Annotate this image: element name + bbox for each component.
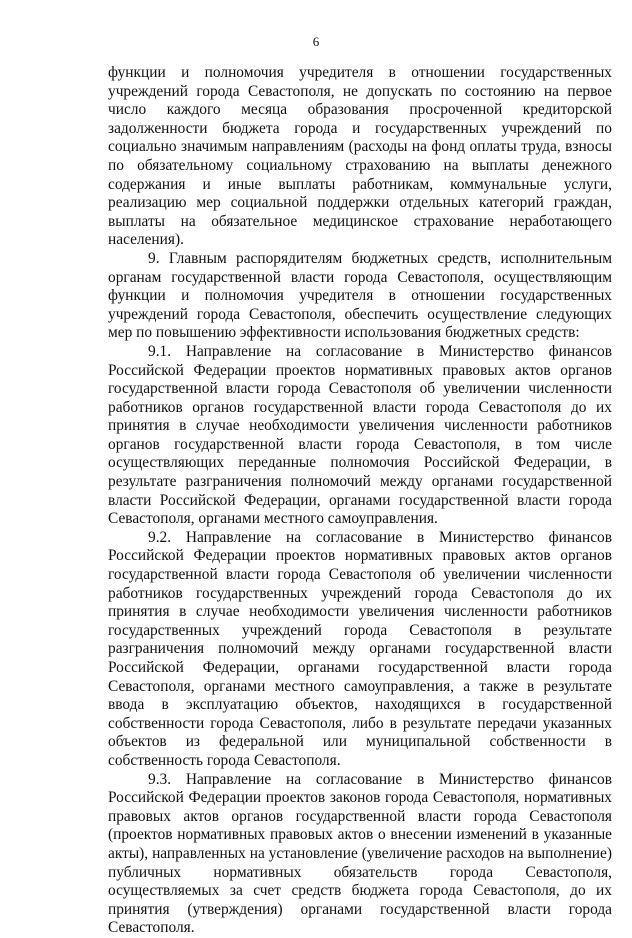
paragraph-9-3: 9.3. Направление на согласование в Министерство финансов Российской Федерации проектов законов города Севастополя, нормативных правовых актов органов государственной власти города Севастополя (проектов нормативных правовых актов о внесении изменений в указанные акты), направленных на установление (увеличение расходов на выполнение) публичных нормативных обязательств города Севастополя, осуществляемых за счет средств бюджета города Севастополя, до их принятия (утверждения) органами государственной власти города Севастополя. — [108, 770, 612, 937]
paragraph-9-1: 9.1. Направление на согласование в Министерство финансов Российской Федерации проектов нормативных правовых актов органов государственной власти города Севастополя об увеличении численности работников органов государственной власти города Севастополя до их принятия в случае необходимости увеличения численности работников органов государственной власти города Севастополя, в том числе осуществляющих переданные полномочия Российской Федерации, в результате разграничения полномочий между органами государственной власти Российской Федерации, органами государственной власти города Севастополя, органами местного самоуправления. — [108, 342, 612, 528]
document-body — [108, 64, 612, 938]
paragraph-9: 9. Главным распорядителям бюджетных средств, исполнительным органам государственной власти города Севастополя, осуществляющим функции и полномочия учредителя в отношении государственных учреждений города Севастополя, обеспечить осуществление следующих мер по повышению эффективности использования бюджетных средств: — [108, 249, 612, 342]
paragraph-9-2: 9.2. Направление на согласование в Министерство финансов Российской Федерации проектов нормативных правовых актов органов государственной власти города Севастополя об увеличении численности работников государственных учреждений города Севастополя до их принятия в случае необходимости увеличения численности работников государственных учреждений города Севастополя в результате разграничения полномочий между органами государственной власти Российской Федерации, органами государственной власти города Севастополя, органами местного самоуправления, а также в результате ввода в эксплуатацию объектов, находящихся в государственной собственности города Севастополя, либо в результате передачи указанных объектов из федеральной или муниципальной собственности в собственность города Севастополя. — [108, 528, 612, 769]
paragraph-8-continuation: функции и полномочия учредителя в отношении государственных учреждений города Севастополя, не допускать по состоянию на первое число каждого месяца образования просроченной кредиторской задолженности бюджета города и государственных учреждений по социально значимым направлениям (расходы на фонд оплаты труда, взносы по обязательному социальному страхованию на выплаты денежного содержания и иные выплаты работникам, коммунальные услуги, реализацию мер социальной поддержки отдельных категорий граждан, выплаты на обязательное медицинское страхование неработающего населения). — [108, 64, 612, 249]
page-number: 6 — [312, 34, 320, 49]
